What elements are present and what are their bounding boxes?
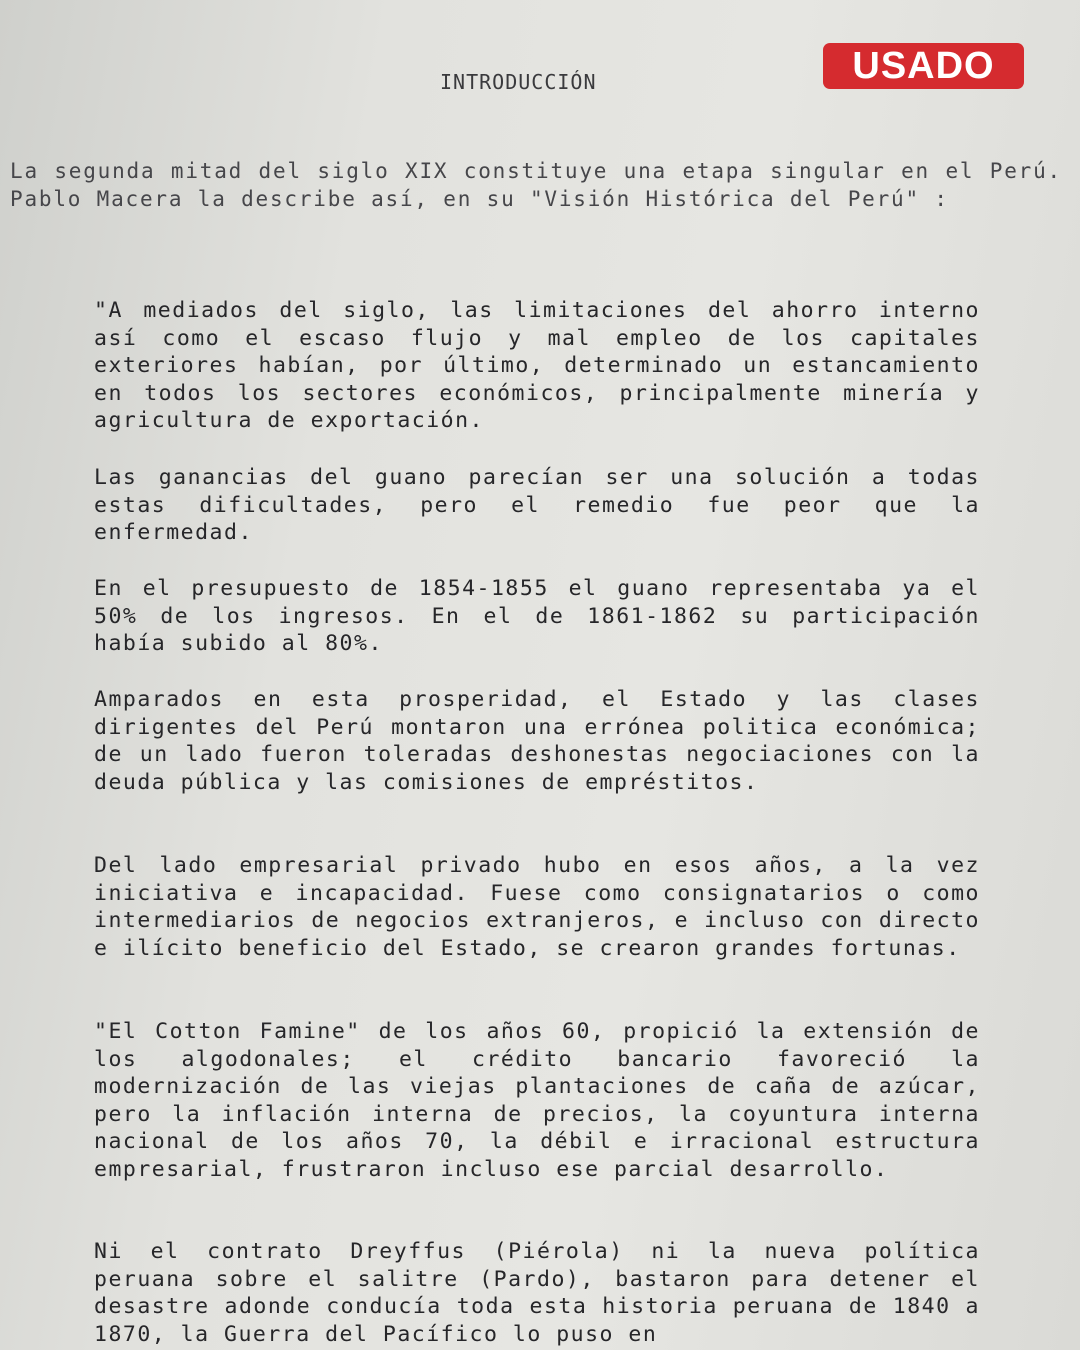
quote-paragraph-1: "A mediados del siglo, las limitaciones del ahorro interno así como el escaso flujo y mal empleo de los capitales exteriores habían, por último, determinado un estancamiento en todos los sectores económicos, principalmente minería y agricultura de exportación. (94, 298, 980, 434)
quote-paragraph-7: Ni el contrato Dreyffus (Piérola) ni la nueva política peruana sobre el salitre (Pardo), bastaron para detener el desastre adonde conducía toda esta historia peruana de 1840 a 1870, la Guerra del Pacífico lo puso en (94, 1239, 980, 1347)
quote-paragraph-2: Las ganancias del guano parecían ser una solución a todas estas dificultades, pero el remedio fue peor que la enfermedad. (94, 465, 980, 546)
quote-paragraph-6: "El Cotton Famine" de los años 60, propició la extensión de los algodonales; el crédito bancario favoreció la modernización de las viejas plantaciones de caña de azúcar, pero la inflación interna de precios, la coyuntura interna nacional de los años 70, la débil e irracional estructura empresarial, frustraron incluso ese parcial desarrollo. (94, 1019, 980, 1182)
quote-paragraph-3: En el presupuesto de 1854-1855 el guano representaba ya el 50% de los ingresos. En el de 1861-1862 su participación había subido al 80%. (94, 576, 980, 657)
used-badge: USADO (823, 43, 1024, 89)
intro-paragraph: La segunda mitad del siglo XIX constituye una etapa singular en el Perú. Pablo Macera la describe así, en su "Visión Histórica del Perú" : (10, 159, 1062, 211)
quote-paragraph-4: Amparados en esta prosperidad, el Estado y las clases dirigentes del Perú montaron una errónea politica económica; de un lado fueron toleradas deshonestas negociaciones con la deuda pública y las comisiones de empréstitos. (94, 687, 980, 795)
page-title: INTRODUCCIÓN (440, 70, 597, 94)
quote-paragraph-5: Del lado empresarial privado hubo en esos años, a la vez iniciativa e incapacidad. Fuese como consignatarios o como intermediarios de negocios extranjeros, e incluso con directo e ilícito beneficio del Estado, se crearon grandes fortunas. (94, 853, 980, 961)
